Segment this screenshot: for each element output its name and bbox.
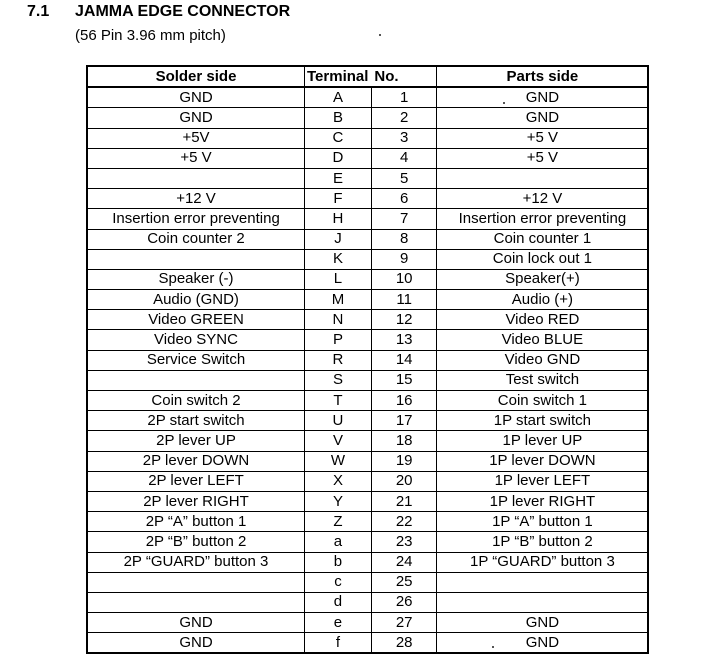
cell-terminal: L bbox=[305, 269, 372, 289]
table-row bbox=[87, 592, 648, 612]
cell-terminal: W bbox=[305, 451, 372, 471]
cell-solder-side: Speaker (-) bbox=[87, 269, 305, 289]
cell-terminal: R bbox=[305, 350, 372, 370]
table-row bbox=[87, 350, 648, 370]
cell-solder-side: +5V bbox=[87, 128, 305, 148]
cell-pin-number: 15 bbox=[371, 370, 437, 390]
cell-solder-side bbox=[87, 572, 305, 592]
cell-terminal: H bbox=[305, 209, 372, 229]
cell-solder-side: 2P “A” button 1 bbox=[87, 512, 305, 532]
cell-terminal: D bbox=[305, 148, 372, 168]
cell-pin-number: 24 bbox=[371, 552, 437, 572]
cell-parts-side: +5 V bbox=[437, 128, 649, 148]
section-number: 7.1 bbox=[27, 3, 50, 20]
table-row bbox=[87, 128, 648, 148]
cell-terminal: d bbox=[305, 592, 372, 612]
table-row bbox=[87, 532, 648, 552]
cell-parts-side: Speaker(+) bbox=[437, 269, 649, 289]
cell-pin-number: 2 bbox=[371, 108, 437, 128]
table-row bbox=[87, 370, 648, 390]
cell-pin-number: 26 bbox=[371, 592, 437, 612]
table-row bbox=[87, 229, 648, 249]
cell-parts-side: +12 V bbox=[437, 189, 649, 209]
cell-parts-side: 1P lever RIGHT bbox=[437, 491, 649, 511]
table-row bbox=[87, 572, 648, 592]
cell-solder-side: GND bbox=[87, 108, 305, 128]
cell-parts-side bbox=[437, 592, 649, 612]
cell-parts-side: Video RED bbox=[437, 310, 649, 330]
cell-parts-side: GND bbox=[437, 613, 649, 633]
cell-terminal: B bbox=[305, 108, 372, 128]
table-row bbox=[87, 512, 648, 532]
cell-solder-side: 2P lever LEFT bbox=[87, 471, 305, 491]
cell-terminal: E bbox=[305, 168, 372, 188]
cell-parts-side: 1P lever UP bbox=[437, 431, 649, 451]
cell-parts-side: GND bbox=[437, 87, 649, 108]
cell-terminal: C bbox=[305, 128, 372, 148]
cell-terminal: X bbox=[305, 471, 372, 491]
cell-pin-number: 17 bbox=[371, 411, 437, 431]
cell-terminal: S bbox=[305, 370, 372, 390]
table-row bbox=[87, 310, 648, 330]
cell-parts-side: 1P “B” button 2 bbox=[437, 532, 649, 552]
table-row bbox=[87, 148, 648, 168]
cell-pin-number: 20 bbox=[371, 471, 437, 491]
cell-terminal: f bbox=[305, 633, 372, 654]
table-row bbox=[87, 189, 648, 209]
cell-pin-number: 13 bbox=[371, 330, 437, 350]
cell-parts-side: +5 V bbox=[437, 148, 649, 168]
cell-terminal: a bbox=[305, 532, 372, 552]
cell-parts-side: Audio (+) bbox=[437, 290, 649, 310]
header-no: No. bbox=[371, 66, 437, 87]
cell-solder-side: Coin switch 2 bbox=[87, 391, 305, 411]
cell-solder-side: GND bbox=[87, 613, 305, 633]
table-row bbox=[87, 168, 648, 188]
table-body bbox=[87, 87, 648, 653]
cell-pin-number: 7 bbox=[371, 209, 437, 229]
table-row bbox=[87, 613, 648, 633]
cell-parts-side: 1P “A” button 1 bbox=[437, 512, 649, 532]
cell-solder-side: 2P lever DOWN bbox=[87, 451, 305, 471]
cell-solder-side: +5 V bbox=[87, 148, 305, 168]
cell-terminal: F bbox=[305, 189, 372, 209]
cell-terminal: J bbox=[305, 229, 372, 249]
cell-terminal: V bbox=[305, 431, 372, 451]
cell-parts-side: 1P “GUARD” button 3 bbox=[437, 552, 649, 572]
cell-solder-side: 2P start switch bbox=[87, 411, 305, 431]
table-row bbox=[87, 471, 648, 491]
cell-pin-number: 19 bbox=[371, 451, 437, 471]
table-row bbox=[87, 249, 648, 269]
cell-pin-number: 8 bbox=[371, 229, 437, 249]
cell-parts-side: Coin counter 1 bbox=[437, 229, 649, 249]
cell-solder-side: GND bbox=[87, 87, 305, 108]
cell-pin-number: 21 bbox=[371, 491, 437, 511]
cell-terminal: b bbox=[305, 552, 372, 572]
cell-pin-number: 9 bbox=[371, 249, 437, 269]
header-solder-side: Solder side bbox=[87, 66, 305, 87]
table-row bbox=[87, 451, 648, 471]
cell-terminal: K bbox=[305, 249, 372, 269]
table-row bbox=[87, 269, 648, 289]
cell-terminal: c bbox=[305, 572, 372, 592]
table-row bbox=[87, 87, 648, 108]
cell-pin-number: 14 bbox=[371, 350, 437, 370]
cell-pin-number: 4 bbox=[371, 148, 437, 168]
cell-pin-number: 28 bbox=[371, 633, 437, 654]
table-row bbox=[87, 431, 648, 451]
table-row bbox=[87, 391, 648, 411]
cell-pin-number: 11 bbox=[371, 290, 437, 310]
cell-solder-side: 2P “B” button 2 bbox=[87, 532, 305, 552]
cell-solder-side: 2P lever RIGHT bbox=[87, 491, 305, 511]
cell-solder-side: Service Switch bbox=[87, 350, 305, 370]
table-row bbox=[87, 552, 648, 572]
cell-parts-side bbox=[437, 572, 649, 592]
header-terminal: Terminal bbox=[305, 66, 372, 87]
cell-terminal: N bbox=[305, 310, 372, 330]
cell-pin-number: 5 bbox=[371, 168, 437, 188]
cell-pin-number: 18 bbox=[371, 431, 437, 451]
cell-solder-side: 2P lever UP bbox=[87, 431, 305, 451]
cell-terminal: T bbox=[305, 391, 372, 411]
cell-pin-number: 22 bbox=[371, 512, 437, 532]
section-title: JAMMA EDGE CONNECTOR bbox=[75, 3, 291, 20]
cell-parts-side: GND bbox=[437, 633, 649, 654]
cell-parts-side: Video BLUE bbox=[437, 330, 649, 350]
cell-terminal: U bbox=[305, 411, 372, 431]
cell-solder-side: Insertion error preventing bbox=[87, 209, 305, 229]
cell-pin-number: 6 bbox=[371, 189, 437, 209]
table-row bbox=[87, 491, 648, 511]
cell-solder-side: Video SYNC bbox=[87, 330, 305, 350]
table-row bbox=[87, 108, 648, 128]
header-parts-side: Parts side bbox=[437, 66, 649, 87]
table-row bbox=[87, 330, 648, 350]
cell-parts-side: 1P lever DOWN bbox=[437, 451, 649, 471]
section-subtitle: (56 Pin 3.96 mm pitch) bbox=[75, 27, 226, 44]
cell-pin-number: 12 bbox=[371, 310, 437, 330]
cell-pin-number: 10 bbox=[371, 269, 437, 289]
cell-terminal: e bbox=[305, 613, 372, 633]
cell-terminal: A bbox=[305, 87, 372, 108]
cell-terminal: P bbox=[305, 330, 372, 350]
cell-solder-side: Video GREEN bbox=[87, 310, 305, 330]
cell-solder-side bbox=[87, 168, 305, 188]
cell-solder-side: GND bbox=[87, 633, 305, 654]
cell-solder-side: +12 V bbox=[87, 189, 305, 209]
cell-parts-side: GND bbox=[437, 108, 649, 128]
table-header-row bbox=[87, 66, 648, 87]
cell-pin-number: 1 bbox=[371, 87, 437, 108]
scan-speck bbox=[379, 34, 381, 36]
cell-pin-number: 25 bbox=[371, 572, 437, 592]
cell-parts-side: Insertion error preventing bbox=[437, 209, 649, 229]
cell-terminal: Z bbox=[305, 512, 372, 532]
cell-parts-side: 1P start switch bbox=[437, 411, 649, 431]
cell-solder-side: 2P “GUARD” button 3 bbox=[87, 552, 305, 572]
cell-terminal: M bbox=[305, 290, 372, 310]
cell-parts-side: Video GND bbox=[437, 350, 649, 370]
table-row bbox=[87, 290, 648, 310]
cell-parts-side: Test switch bbox=[437, 370, 649, 390]
cell-parts-side: Coin lock out 1 bbox=[437, 249, 649, 269]
cell-solder-side bbox=[87, 249, 305, 269]
table-row bbox=[87, 209, 648, 229]
cell-parts-side: 1P lever LEFT bbox=[437, 471, 649, 491]
cell-solder-side: Coin counter 2 bbox=[87, 229, 305, 249]
cell-parts-side: Coin switch 1 bbox=[437, 391, 649, 411]
cell-terminal: Y bbox=[305, 491, 372, 511]
cell-solder-side: Audio (GND) bbox=[87, 290, 305, 310]
cell-pin-number: 3 bbox=[371, 128, 437, 148]
table-row bbox=[87, 633, 648, 654]
cell-pin-number: 27 bbox=[371, 613, 437, 633]
cell-solder-side bbox=[87, 370, 305, 390]
cell-pin-number: 16 bbox=[371, 391, 437, 411]
cell-pin-number: 23 bbox=[371, 532, 437, 552]
cell-solder-side bbox=[87, 592, 305, 612]
pinout-table bbox=[86, 65, 649, 654]
cell-parts-side bbox=[437, 168, 649, 188]
table-row bbox=[87, 411, 648, 431]
